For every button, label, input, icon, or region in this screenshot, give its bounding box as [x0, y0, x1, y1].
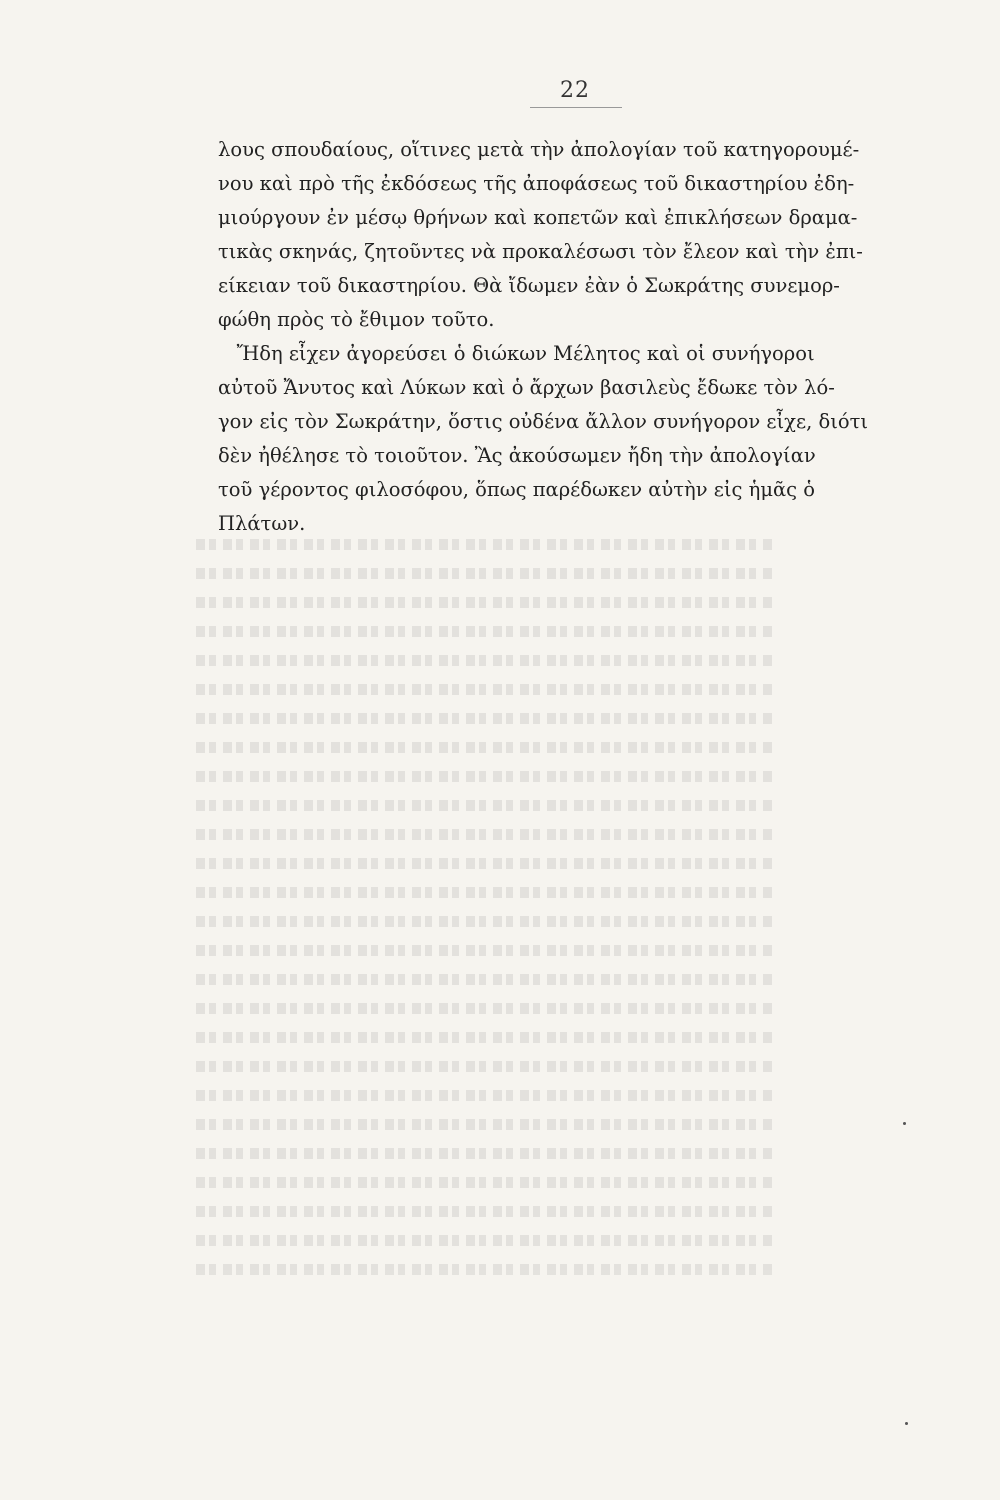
text-line: είκειαν τοῦ δικαστηρίου. Θὰ ἴδωμεν ἐὰν ὁ Σωκράτης συνεμορ-	[218, 274, 840, 297]
text-line: δὲν ἠθέλησε τὸ τοιοῦτον. Ἂς ἀκούσωμεν ἤδη τὴν ἀπολογίαν	[218, 444, 816, 467]
body-text	[218, 133, 869, 541]
text-line: τικὰς σκηνάς, ζητοῦντες νὰ προκαλέσωσι τὸν ἔλεον καὶ τὴν ἐπι-	[218, 240, 863, 263]
header-rule	[530, 107, 622, 108]
speck	[905, 1422, 908, 1425]
bleed-through-shadow	[196, 530, 776, 1320]
page-number: 22	[560, 78, 590, 103]
text-line: φώθη πρὸς τὸ ἔθιμον τοῦτο.	[218, 308, 495, 331]
text-line: γον εἰς τὸν Σωκράτην, ὅστις οὐδένα ἄλλον συνήγορον εἶχε, διότι	[218, 410, 869, 433]
text-line: τοῦ γέροντος φιλοσόφου, ὅπως παρέδωκεν αὐτὴν εἰς ἡμᾶς ὁ	[218, 478, 816, 501]
text-line: Ἤδη εἶχεν ἀγορεύσει ὁ διώκων Μέλητος καὶ οἱ συνήγοροι	[218, 342, 815, 365]
text-line: μιούργουν ἐν μέσῳ θρήνων καὶ κοπετῶν καὶ ἐπικλήσεων δραμα-	[218, 206, 858, 229]
speck	[903, 1122, 906, 1125]
text-line: αὐτοῦ Ἄνυτος καὶ Λύκων καὶ ὁ ἄρχων βασιλεὺς ἔδωκε τὸν λό-	[218, 376, 835, 399]
text-line: Πλάτων.	[218, 512, 306, 535]
text-line: νου καὶ πρὸ τῆς ἐκδόσεως τῆς ἀποφάσεως τοῦ δικαστηρίου ἐδη-	[218, 172, 855, 195]
text-line: λους σπουδαίους, οἵτινες μετὰ τὴν ἀπολογίαν τοῦ κατηγορουμέ-	[218, 138, 860, 161]
